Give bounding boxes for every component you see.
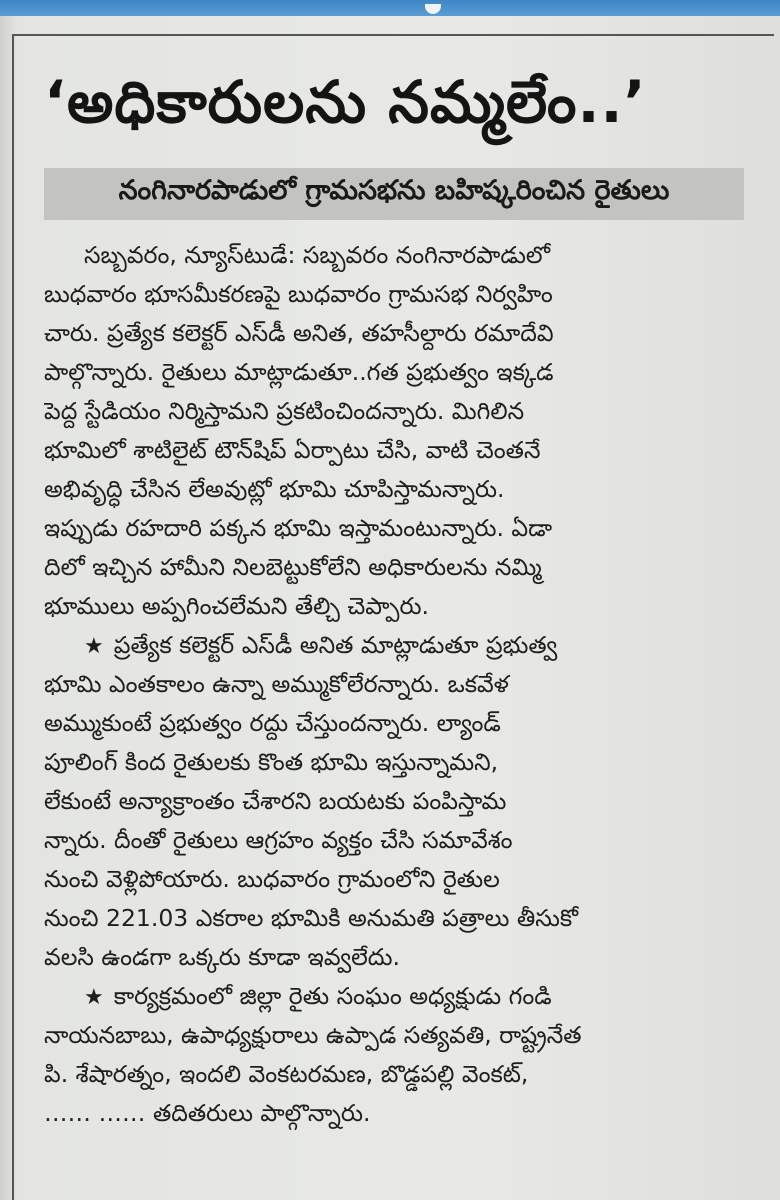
body-line: నుంచి 221.03 ఎకరాల భూమికి అనుమతి పత్రాలు తీసుకో: [44, 904, 578, 932]
body-line: పాల్గొన్నారు. రైతులు మాట్లాడుతూ..గత ప్రభుత్వం ఇక్కడ: [44, 358, 554, 386]
body-line: …… …… తదితరులు పాల్గొన్నారు.: [44, 1099, 371, 1127]
article-border-left: [12, 34, 14, 1200]
body-line: వలసి ఉండగా ఒక్కరు కూడా ఇవ్వలేదు.: [44, 943, 400, 971]
article-body: [44, 236, 734, 1133]
body-line: లేకుంటే అన్యాక్రాంతం చేశారని బయటకు పంపిస్తామ: [44, 787, 507, 815]
body-line: అమ్ముకుంటే ప్రభుత్వం రద్దు చేస్తుందన్నారు. ల్యాండ్: [44, 709, 501, 737]
body-line: భూములు అప్పగించలేమని తేల్చి చెప్పారు.: [44, 592, 429, 620]
body-line: ఇప్పుడు రహదారి పక్కన భూమి ఇస్తామంటున్నారు. ఏడా: [44, 514, 553, 542]
top-color-strip: [0, 0, 780, 16]
body-line: అభివృద్ధి చేసిన లేఅవుట్లో భూమి చూపిస్తామన్నారు.: [44, 475, 505, 503]
body-line: [44, 977, 734, 1016]
body-line: దిలో ఇచ్చిన హామీని నిలబెట్టుకోలేని అధికారులను నమ్మి: [44, 553, 542, 581]
subheadline-box: [44, 168, 744, 220]
body-line: న్నారు. దీంతో రైతులు ఆగ్రహం వ్యక్తం చేసి సమావేశం: [44, 826, 513, 854]
logo-fragment: [425, 4, 441, 14]
body-line: పి. శేషారత్నం, ఇందలి వెంకటరమణ, బొడ్డపల్లి వెంకట్,: [44, 1060, 529, 1088]
body-line-text: ప్రత్యేక కలెక్టర్ ఎస్‌డీ అనిత మాట్లాడుతూ ప్రభుత్వ: [113, 631, 558, 659]
article-border-top: [12, 34, 774, 36]
body-line: బుధవారం భూసమీకరణపై బుధవారం గ్రామసభ నిర్వహిం: [44, 280, 553, 308]
body-line: పెద్ద స్టేడియం నిర్మిస్తామని ప్రకటించిందన్నారు. మిగిలిన: [44, 397, 525, 425]
star-bullet-icon: ★: [84, 985, 104, 1010]
body-line: [44, 626, 734, 665]
body-line: నుంచి వెళ్లిపోయారు. బుధవారం గ్రామంలోని రైతుల: [44, 865, 500, 893]
body-line: పూలింగ్ కింద రైతులకు కొంత భూమి ఇస్తున్నామని,: [44, 748, 499, 776]
body-line-text: కార్యక్రమంలో జిల్లా రైతు సంఘం అధ్యక్షుడు గండి: [113, 982, 552, 1010]
headline: ‘అధికారులను నమ్మలేం..’: [44, 68, 647, 136]
body-line: భూమిలో శాటిలైట్ టౌన్‌షిప్ ఏర్పాటు చేసి, వాటి చెంతనే: [44, 436, 541, 464]
body-line: భూమి ఎంతకాలం ఉన్నా అమ్ముకోలేరన్నారు. ఒకవేళ: [44, 670, 509, 698]
subheadline: నంగినారపాడులో గ్రామసభను బహిష్కరించిన రైతులు: [118, 175, 670, 206]
star-bullet-icon: ★: [84, 634, 104, 659]
body-line: నాయనబాబు, ఉపాధ్యక్షురాలు ఉప్పాడ సత్యవతి, రాష్ట్రనేత: [44, 1021, 582, 1049]
body-line: సబ్బవరం, న్యూస్‌టుడే: సబ్బవరం నంగినారపాడులో: [84, 241, 551, 269]
body-line: చారు. ప్రత్యేక కలెక్టర్ ఎస్‌డీ అనిత, తహసీల్దారు రమాదేవి: [44, 319, 554, 347]
